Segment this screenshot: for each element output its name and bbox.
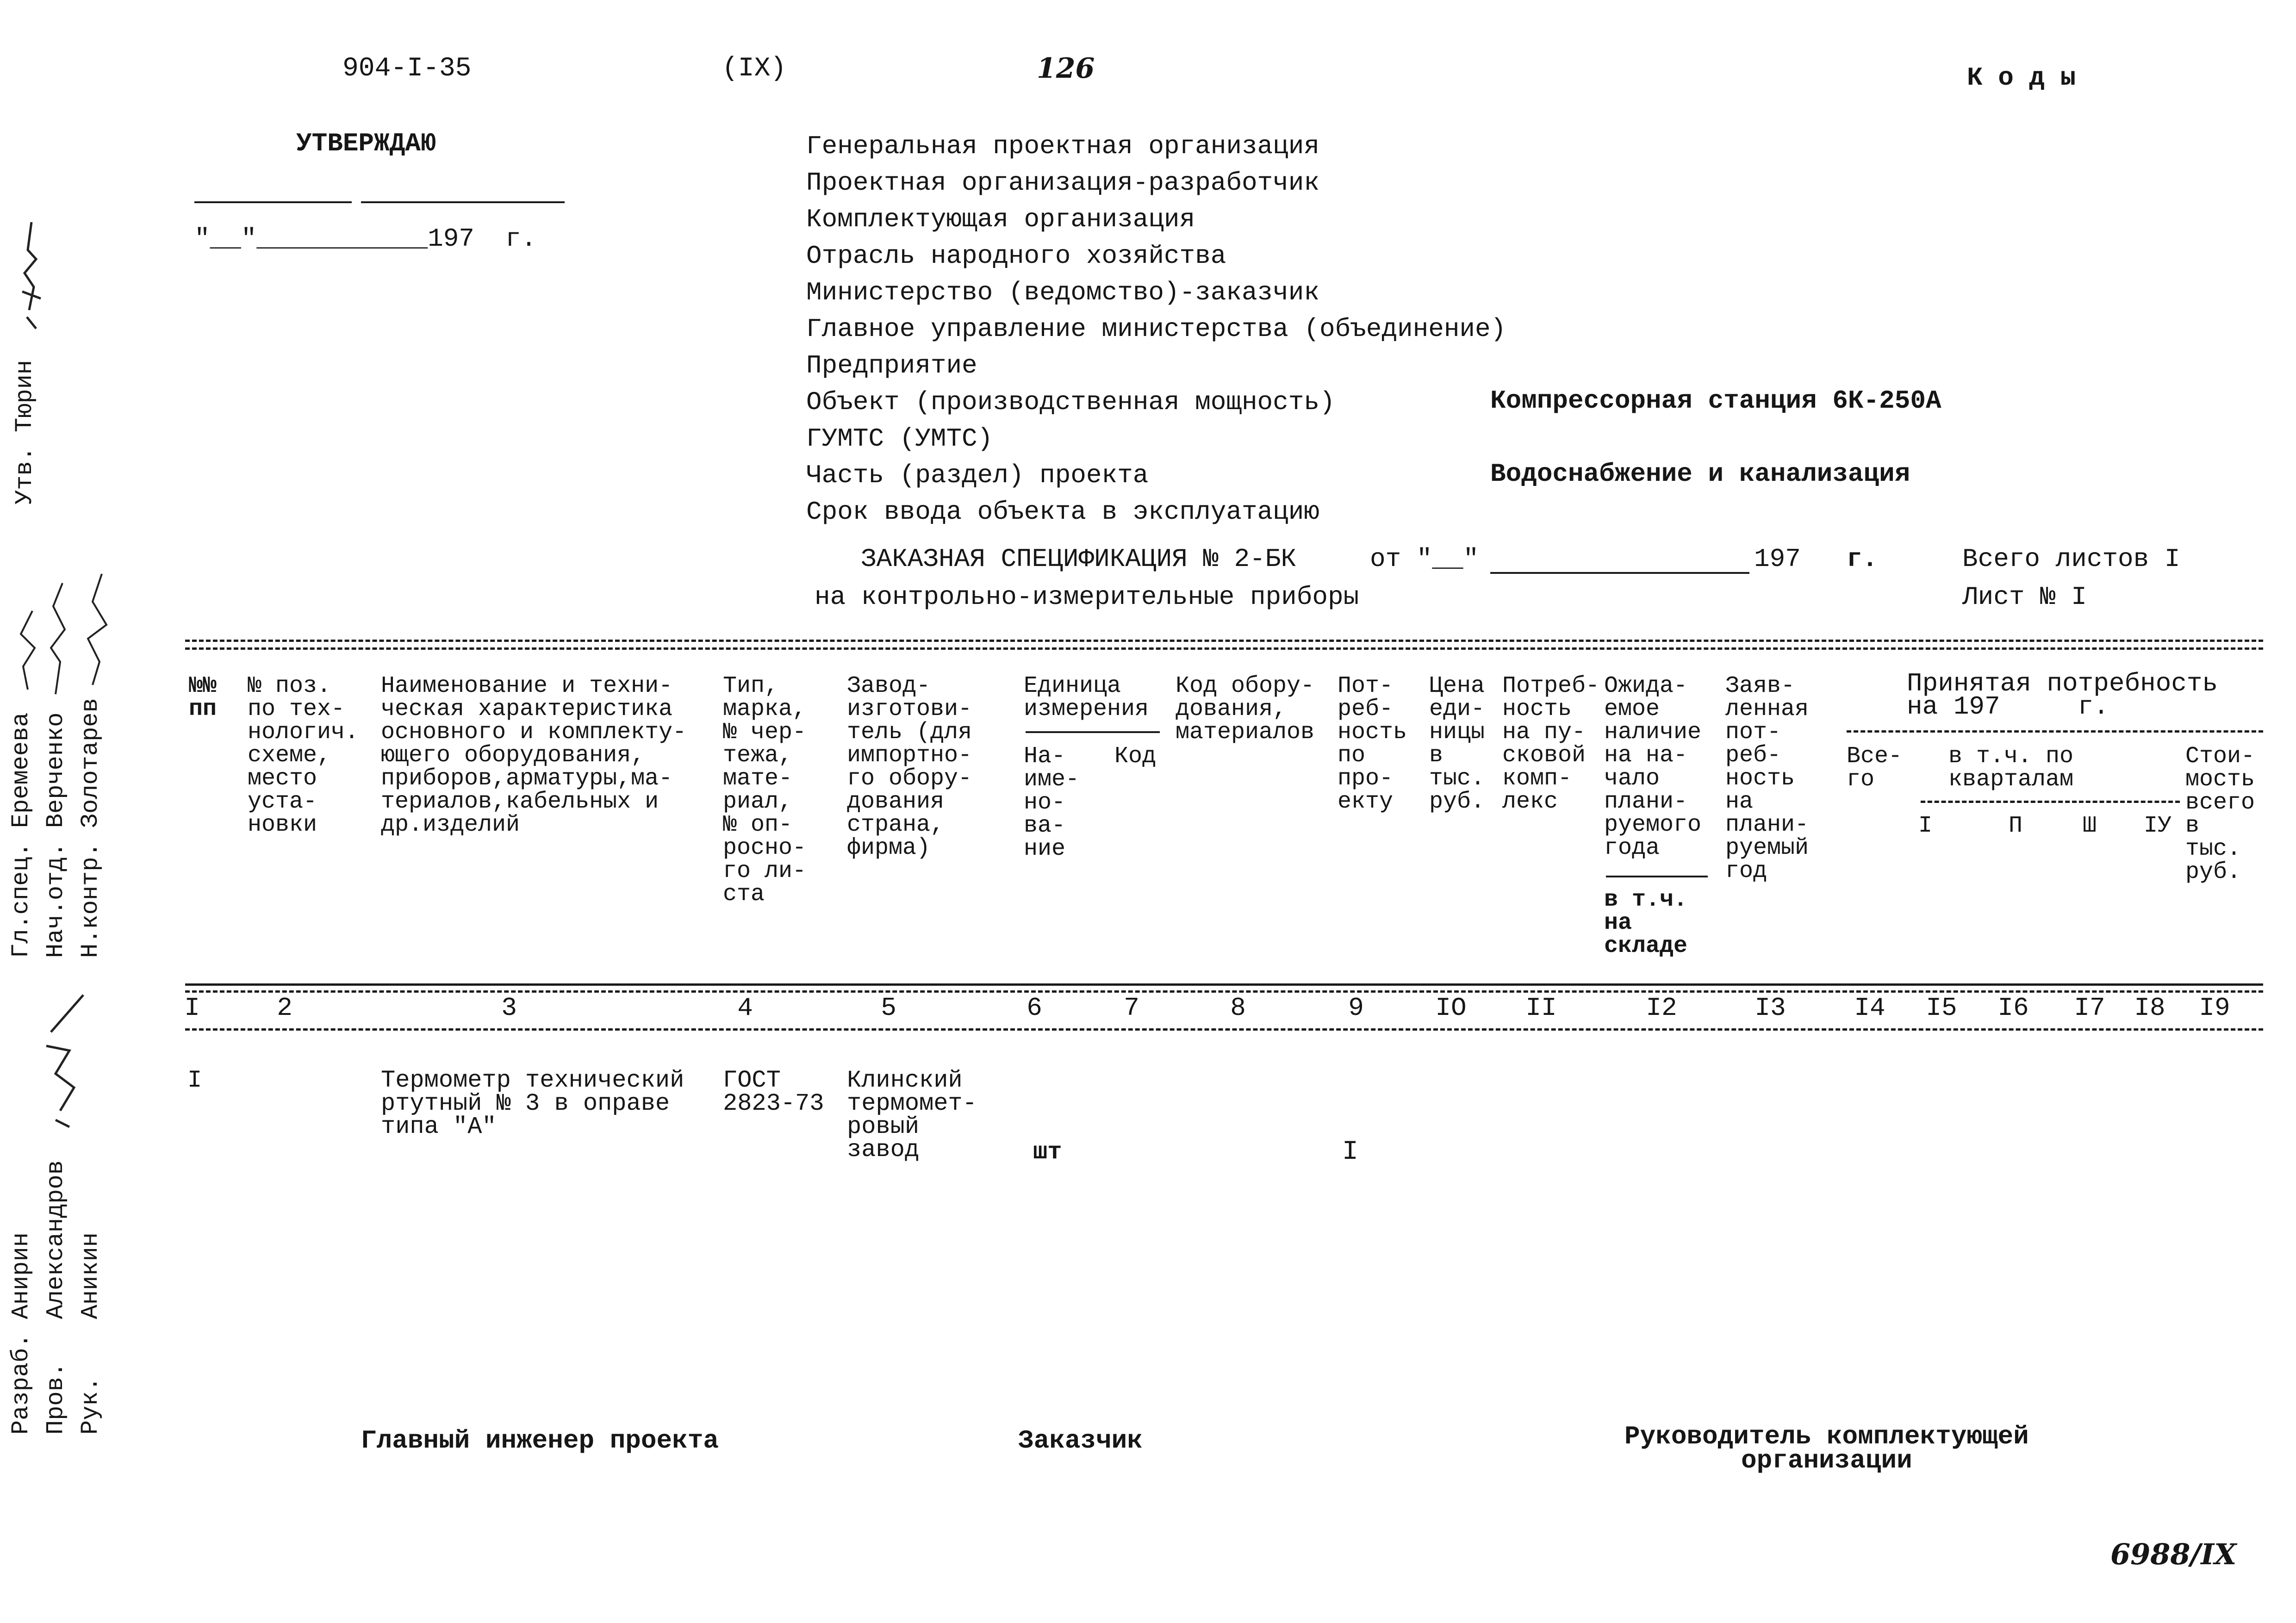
document-number: 904-I-35 bbox=[342, 54, 472, 84]
col-header-12: Ожида- емое наличие на на- чало плани- руемого года bbox=[1604, 673, 1702, 861]
name-line bbox=[361, 201, 565, 203]
margin-checked: Пров. Александров bbox=[42, 1160, 69, 1435]
approval-signature-mark bbox=[8, 218, 55, 333]
codes-label: К о д ы bbox=[1967, 63, 2076, 93]
col-number: I9 bbox=[2199, 993, 2230, 1023]
col-number: I5 bbox=[1926, 993, 1957, 1023]
margin-developed: Разраб. Анирин bbox=[7, 1232, 35, 1435]
quarters-divider bbox=[1921, 801, 2180, 803]
organization-field: Генеральная проектная организация bbox=[806, 131, 1319, 161]
spec-date-year: 197 bbox=[1754, 544, 1801, 574]
organization-field: Часть (раздел) проекта bbox=[806, 460, 1149, 490]
organization-field: ГУМТС (УМТС) bbox=[806, 424, 993, 454]
organization-field: Срок ввода объекта в эксплуатацию bbox=[806, 497, 1319, 527]
col-number: 2 bbox=[277, 993, 292, 1023]
col-header-9: Пот- реб- ность по про- екту bbox=[1338, 673, 1407, 815]
table-top-border bbox=[185, 640, 2263, 650]
organization-field: Отрасль народного хозяйства bbox=[806, 241, 1226, 271]
row-1-number: I bbox=[187, 1067, 202, 1094]
approval-date: "__"___________197 г. bbox=[194, 224, 537, 254]
col-header-6-7: Единица измерения bbox=[1024, 673, 1149, 722]
col-number: I8 bbox=[2134, 993, 2165, 1023]
margin-norm-control: Н.контр. Золотарев bbox=[77, 698, 104, 958]
margin-dept-head: Нач.отд. Верченко bbox=[42, 712, 69, 958]
customer-signature: Заказчик bbox=[1018, 1426, 1143, 1455]
col-number: 6 bbox=[1027, 993, 1042, 1023]
margin-approved: Утв. Тюрин bbox=[11, 360, 38, 504]
row-1-quantity: I bbox=[1342, 1137, 1358, 1167]
col-header-q4: IУ bbox=[2144, 813, 2172, 839]
accepted-divider bbox=[1847, 730, 2263, 733]
col-header-4: Тип, марка, № чер- тежа, мате- риал, № оп- росно- го ли- ста bbox=[723, 673, 807, 908]
header-bottom-dash bbox=[185, 990, 2263, 993]
row-1-type: ГОСТ 2823-73 bbox=[723, 1067, 824, 1117]
stock-divider bbox=[1606, 876, 1708, 877]
spec-date-line bbox=[1490, 572, 1749, 574]
approval-title: УТВЕРЖДАЮ bbox=[296, 129, 436, 158]
supplier-head-signature: Руководитель комплектующей организации bbox=[1624, 1422, 2029, 1475]
organization-field: Комплектующая организация bbox=[806, 205, 1195, 234]
col-number: I2 bbox=[1646, 993, 1677, 1023]
section-value: Водоснабжение и канализация bbox=[1490, 459, 1910, 489]
col-header-accepted: Принятая потребность на 197 г. bbox=[1907, 669, 2218, 721]
page-number: 126 bbox=[1037, 52, 1095, 85]
row-1-unit: шт bbox=[1033, 1138, 1062, 1166]
margin-developer-signature-mark bbox=[19, 990, 111, 1129]
signature-line bbox=[194, 201, 352, 203]
col-header-14: Все- го bbox=[1847, 743, 1903, 793]
col-number: I bbox=[184, 993, 200, 1023]
col-header-7: Код bbox=[1114, 743, 1157, 770]
organization-field: Министерство (ведомство)-заказчик bbox=[806, 278, 1319, 307]
col-header-2: № поз. по тех- нологич. схеме, место уста- новки bbox=[248, 673, 359, 838]
spec-date-suffix: г. bbox=[1847, 544, 1878, 574]
object-value: Компрессорная станция 6К-250А bbox=[1490, 386, 1941, 416]
margin-head: Рук. Аникин bbox=[77, 1232, 104, 1435]
col-number: 7 bbox=[1124, 993, 1139, 1023]
margin-chief-spec: Гл.спец. Еремеева bbox=[7, 712, 35, 958]
unit-divider bbox=[1026, 731, 1160, 733]
header-bottom-border bbox=[185, 983, 2263, 986]
col-header-13: Заяв- ленная пот- реб- ность на плани- руемый год bbox=[1725, 673, 1809, 884]
col-header-quarters: в т.ч. по кварталам bbox=[1948, 743, 2074, 793]
col-header-10: Цена еди- ницы в тыс. руб. bbox=[1429, 673, 1485, 815]
col-number: 5 bbox=[881, 993, 896, 1023]
col-header-8: Код обору- дования, материалов bbox=[1176, 673, 1315, 746]
col-header-q2: П bbox=[2009, 813, 2023, 839]
organization-field: Главное управление министерства (объединение) bbox=[806, 314, 1506, 344]
album-number: (IX) bbox=[722, 54, 787, 84]
col-number: 4 bbox=[737, 993, 753, 1023]
col-number: I6 bbox=[1997, 993, 2029, 1023]
margin-signatures-mark bbox=[0, 546, 134, 699]
row-1-name: Термометр технический ртутный № 3 в оправе типа "А" bbox=[381, 1067, 684, 1140]
row-1-maker: Клинский термомет- ровый завод bbox=[847, 1067, 977, 1163]
sheet-number: Лист № I bbox=[1962, 582, 2087, 612]
chief-engineer-signature: Главный инженер проекта bbox=[361, 1426, 719, 1455]
col-number: 3 bbox=[501, 993, 517, 1023]
organization-field: Объект (производственная мощность) bbox=[806, 387, 1335, 417]
spec-date-prefix: от "__" bbox=[1370, 544, 1479, 574]
col-number: 9 bbox=[1348, 993, 1364, 1023]
col-header-q1: I bbox=[1918, 813, 1933, 839]
organization-field: Предприятие bbox=[806, 351, 977, 380]
organization-field: Проектная организация-разработчик bbox=[806, 168, 1319, 198]
col-header-5: Завод- изготови- тель (для импортно- го обору- дования страна, фирма) bbox=[847, 673, 972, 861]
col-number: 8 bbox=[1230, 993, 1246, 1023]
col-header-q3: Ш bbox=[2083, 813, 2097, 839]
col-header-3: Наименование и техни- ческая характеристика основного и комплекту- ющего оборудования, приборов,арматуры,ма- териалов,кабельных и др.изделий bbox=[381, 673, 687, 838]
col-number: I3 bbox=[1755, 993, 1786, 1023]
col-number: II bbox=[1525, 993, 1557, 1023]
col-number: IO bbox=[1435, 993, 1467, 1023]
col-number: I7 bbox=[2074, 993, 2105, 1023]
numbers-bottom-border bbox=[185, 1028, 2263, 1031]
archive-number: 6988/IX bbox=[2110, 1537, 2237, 1571]
col-header-12b: в т.ч. на складе bbox=[1604, 887, 1688, 959]
spec-title: ЗАКАЗНАЯ СПЕЦИФИКАЦИЯ № 2-БК bbox=[861, 544, 1296, 574]
col-header-11: Потреб- ность на пу- сковой комп- лекс bbox=[1502, 673, 1600, 815]
col-number: I4 bbox=[1854, 993, 1885, 1023]
col-header-6: На- име- но- ва- ние bbox=[1024, 743, 1080, 862]
total-sheets: Всего листов I bbox=[1962, 544, 2180, 574]
spec-subtitle: на контрольно-измерительные приборы bbox=[815, 582, 1359, 612]
col-header-1: №№ пп bbox=[189, 673, 217, 722]
col-header-19: Стои- мость всего в тыс. руб. bbox=[2185, 743, 2255, 885]
